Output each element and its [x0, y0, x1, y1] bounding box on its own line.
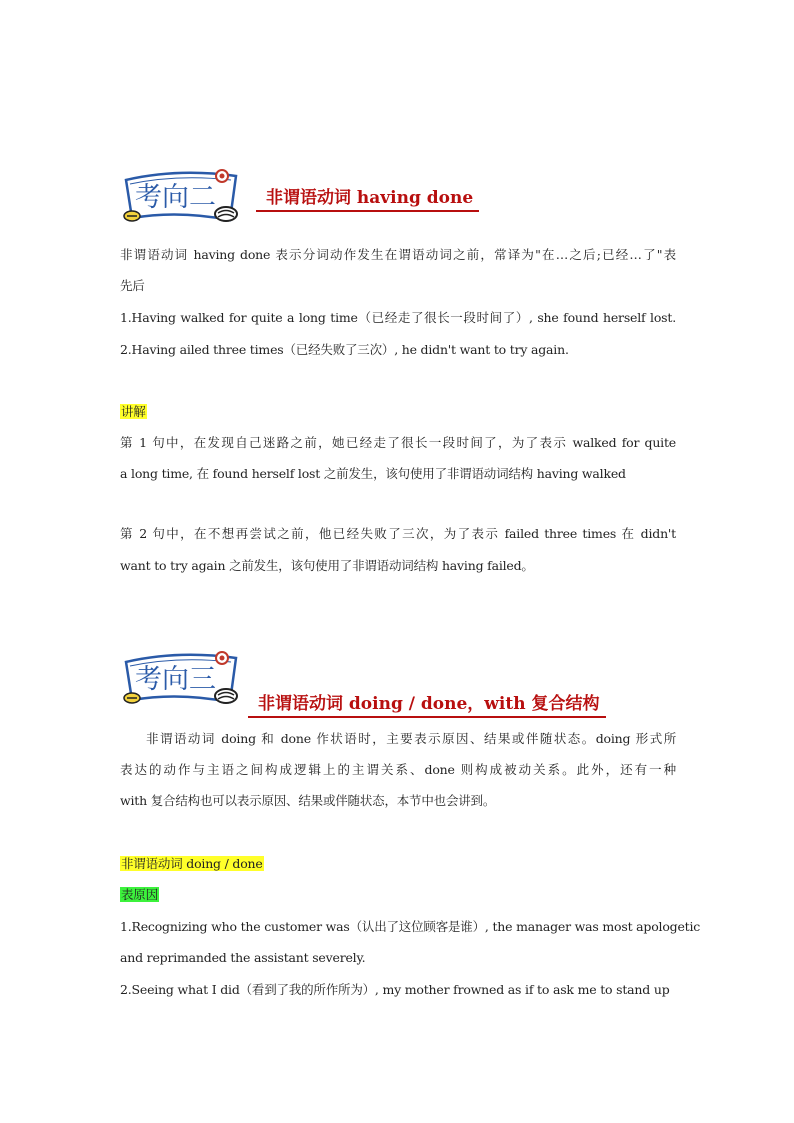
section3-intro-line3: with 复合结构也可以表示原因、结果或伴随状态，本节中也会讲到。 — [120, 793, 496, 808]
section3-example2: 2.Seeing what I did（看到了我的所作所为）, my mother frowned as if to ask me to stand up — [120, 982, 670, 997]
section2-explain-label: 讲解 — [121, 404, 146, 419]
section3-intro-line2: 表达的动作与主语之间构成逻辑上的主谓关系、done 则构成被动关系。此外，还有一种 — [120, 762, 676, 777]
section2-explain1-line1: 第 1 句中，在发现自己迷路之前，她已经走了很长一段时间了，为了表示 walked for quite — [120, 435, 676, 450]
section2-heading: 非谓语动词 having done — [256, 187, 479, 212]
section2-explain2-line2: want to try again 之前发生，该句使用了非谓语动词结构 having failed。 — [120, 558, 534, 573]
section3-badge-icon — [118, 648, 248, 710]
section3-intro-line1: 非谓语动词 doing 和 done 作状语时，主要表示原因、结果或伴随状态。doing 形式所 — [146, 731, 676, 746]
section2-badge-icon — [118, 166, 248, 228]
section3-example1-line2: and reprimanded the assistant severely. — [120, 950, 366, 965]
section2-intro-line1: 非谓语动词 having done 表示分词动作发生在谓语动词之前，常译为"在…之后;已经…了"表 — [120, 247, 676, 262]
section3-badge-text: 考向三 — [135, 664, 216, 695]
section2-badge-text: 考向二 — [135, 182, 216, 213]
section3-example1-line1: 1.Recognizing who the customer was（认出了这位顾客是谁）, the manager was most apologetic — [120, 919, 701, 934]
section2-explain2-line1: 第 2 句中，在不想再尝试之前，他已经失败了三次，为了表示 failed three times 在 didn't — [120, 526, 676, 541]
section3-heading: 非谓语动词 doing / done，with 复合结构 — [248, 693, 606, 718]
section2-example1: 1.Having walked for quite a long time（已经走了很长一段时间了）, she found herself lost. — [120, 310, 676, 325]
section2-example2: 2.Having ailed three times（已经失败了三次）, he didn't want to try again. — [120, 342, 569, 357]
section2-explain1-line2: a long time, 在 found herself lost 之前发生，该句使用了非谓语动词结构 having walked — [120, 466, 626, 481]
section3-sub-label: 非谓语动词 doing / done — [121, 856, 263, 871]
section2-intro-line2: 先后 — [120, 278, 145, 293]
section3-reason-label: 表原因 — [121, 887, 158, 902]
